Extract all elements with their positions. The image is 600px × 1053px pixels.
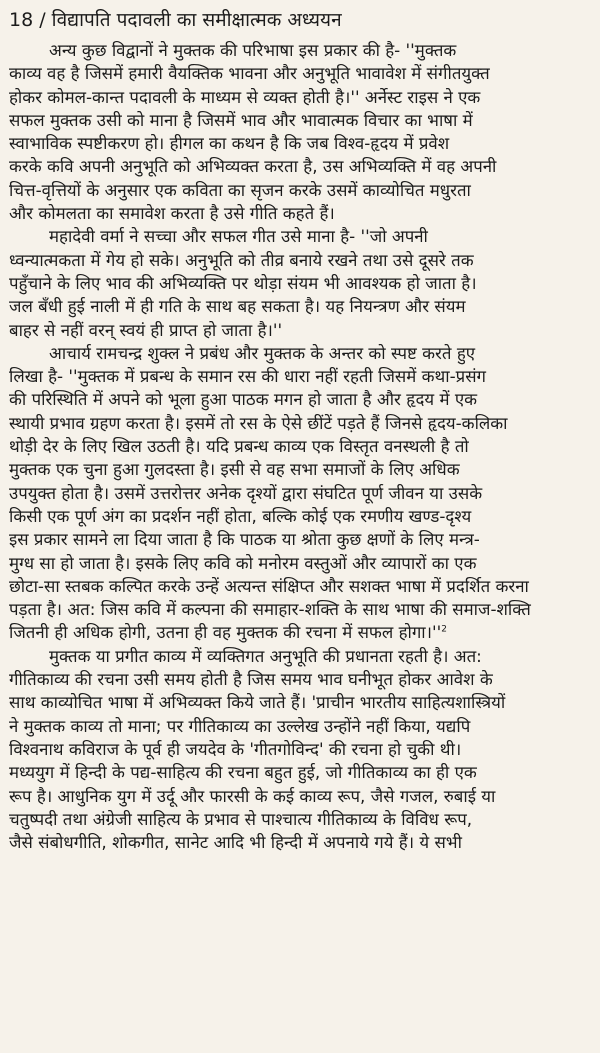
text-line — [9, 528, 588, 551]
text-line-content: गीतिकाव्य की रचना उसी समय होती है जिस समय भाव घनीभूत होकर आवेश के — [9, 669, 493, 690]
text-line — [9, 109, 588, 132]
text-line-content: साथ काव्योचित भाषा में अभिव्यक्त किये जाते हैं। 'प्राचीन भारतीय साहित्यशास्त्रियों — [9, 692, 506, 713]
text-line — [9, 249, 588, 272]
text-line — [9, 179, 588, 202]
text-line-content: मुक्तक या प्रगीत काव्य में व्यक्तिगत अनुभूति की प्रधानता रहती है। अत: — [49, 645, 482, 666]
text-line — [9, 39, 588, 62]
text-line-content: मुग्ध सा हो जाता है। इसके लिए कवि को मनोरम वस्तुओं और व्यापारों का एक — [9, 552, 477, 573]
footnote-marker: 2 — [441, 624, 447, 635]
text-line — [9, 715, 588, 738]
text-line — [9, 155, 588, 178]
text-line — [9, 691, 588, 714]
text-line-content: स्वाभाविक स्पष्टीकरण हो। हीगल का कथन है कि जब विश्व-हृदय में प्रवेश — [9, 133, 450, 154]
text-line-content: ध्वन्यात्मकता में गेय हो सके। अनुभूति को तीव्र बनाये रखने तथा उसे दूसरे तक — [9, 249, 474, 270]
text-line-content: रूप है। आधुनिक युग में उर्दू और फारसी के कई काव्य रूप, जैसे गजल, रुबाई या — [9, 785, 496, 806]
text-line — [9, 458, 588, 481]
text-line-content: स्थायी प्रभाव ग्रहण करता है। इसमें तो रस के ऐसे छींटें पड़ते हैं जिनसे हृदय-कलिका — [9, 412, 508, 433]
text-line-content: चतुष्पदी तथा अंग्रेजी साहित्य के प्रभाव से पाश्चात्य गीतिकाव्य के विविध रूप, — [9, 808, 473, 829]
text-line-content: महादेवी वर्मा ने सच्चा और सफल गीत उसे माना है- ''जो अपनी — [49, 226, 428, 247]
text-line-content: पहुँचाने के लिए भाव की अभिव्यक्ति पर थोड़ा संयम भी आवश्यक हो जाता है। — [9, 272, 477, 293]
text-line-content: चित्त-वृत्तियों के अनुसार एक कविता का सृजन करके उसमें काव्योचित मधुरता — [9, 179, 471, 200]
text-line — [9, 575, 588, 598]
text-line — [9, 482, 588, 505]
text-line-content: इस प्रकार सामने ला दिया जाता है कि पाठक या श्रोता कुछ क्षणों के लिए मन्त्र- — [9, 529, 480, 550]
text-line — [9, 668, 588, 691]
text-line-content: उपयुक्त होता है। उसमें उत्तरोत्तर अनेक दृश्यों द्वारा संघटित पूर्ण जीवन या उसके — [9, 482, 483, 503]
text-line — [9, 645, 588, 668]
text-line — [9, 808, 588, 831]
text-line-content: जल बँधी हुई नाली में ही गति के साथ बह सकता है। यह नियन्त्रण और संयम — [9, 296, 466, 317]
text-line-content: विश्वनाथ कविराज के पूर्व ही जयदेव के 'गीतगोविन्द' की रचना हो चुकी थी। — [9, 738, 462, 759]
text-line-content: बाहर से नहीं वरन् स्वयं ही प्राप्त हो जाता है।'' — [9, 319, 283, 340]
text-line — [9, 62, 588, 85]
text-line — [9, 295, 588, 318]
text-line-content: और कोमलता का समावेश करता है उसे गीति कहते हैं। — [9, 203, 335, 224]
text-line-content: अन्य कुछ विद्वानों ने मुक्तक की परिभाषा इस प्रकार की है- ''मुक्तक — [49, 40, 457, 60]
text-line — [9, 621, 588, 644]
text-line-content: सफल मुक्तक उसी को माना है जिसमें भाव और भावात्मक विचार का भाषा में — [9, 109, 473, 130]
text-line-content: पड़ता है। अत: जिस कवि में कल्पना की समाहार-शक्ति के साथ भाषा की समाज-शक्ति — [9, 599, 531, 620]
text-line-content: ने मुक्तक काव्य तो माना; पर गीतिकाव्य का उल्लेख उन्होंने नहीं किया, यद्यपि — [9, 715, 471, 736]
text-line-content: होकर कोमल-कान्त पदावली के माध्यम से व्यक्त होती है।'' अर्नेस्ट राइस ने एक — [9, 86, 481, 107]
text-line-content: जैसे संबोधगीति, शोकगीत, सानेट आदि भी हिन्दी में अपनाये गये हैं। ये सभी — [9, 832, 462, 853]
text-line — [9, 831, 588, 854]
text-line — [9, 272, 588, 295]
text-line — [9, 552, 588, 575]
text-line-content: थोड़ी देर के लिए खिल उठती है। यदि प्रबन्ध काव्य एक विस्तृत वनस्थली है तो — [9, 436, 469, 457]
text-line — [9, 388, 588, 411]
text-line — [9, 86, 588, 109]
text-line — [9, 598, 588, 621]
text-line-content: लिखा है- ''मुक्तक में प्रबन्ध के समान रस की धारा नहीं रहती जिसमें कथा-प्रसंग — [9, 366, 486, 387]
text-line — [9, 342, 588, 365]
text-line-content: छोटा-सा स्तबक कल्पित करके उन्हें अत्यन्त संक्षिप्त और सशक्त भाषा में प्रदर्शित करना — [9, 575, 529, 596]
text-line — [9, 435, 588, 458]
text-line — [9, 738, 588, 761]
text-line — [9, 761, 588, 784]
text-line-content: की परिस्थिति में अपने को भूला हुआ पाठक मगन हो जाता है और हृदय में एक — [9, 389, 477, 410]
text-line-content: जितनी ही अधिक होगी, उतना ही वह मुक्तक की रचना में सफल होगा।'' — [9, 622, 442, 643]
text-line — [9, 505, 588, 528]
text-line — [9, 132, 588, 155]
text-line-content: मध्ययुग में हिन्दी के पद्य-साहित्य की रचना बहुत हुई, जो गीतिकाव्य का ही एक — [9, 762, 477, 783]
text-line-content: करके कवि अपनी अनुभूति को अभिव्यक्त करता है, उस अभिव्यक्ति में वह अपनी — [9, 156, 497, 177]
text-line-content: मुक्तक एक चुना हुआ गुलदस्ता है। इसी से वह सभा समाजों के लिए अधिक — [9, 459, 460, 480]
page-body — [9, 39, 588, 854]
text-line-content: आचार्य रामचन्द्र शुक्ल ने प्रबंध और मुक्तक के अन्तर को स्पष्ट करते हुए — [49, 342, 476, 363]
text-line — [9, 785, 588, 808]
running-header: 18 / विद्यापति पदावली का समीक्षात्मक अध्ययन — [9, 9, 342, 31]
text-line — [9, 225, 588, 248]
text-line-content: काव्य वह है जिसमें हमारी वैयक्तिक भावना और अनुभूति भावावेश में संगीतयुक्त — [9, 63, 490, 84]
text-line — [9, 319, 588, 342]
text-line — [9, 412, 588, 435]
text-line — [9, 202, 588, 225]
text-line — [9, 365, 588, 388]
text-line-content: किसी एक पूर्ण अंग का प्रदर्शन नहीं होता, बल्कि कोई एक रमणीय खण्ड-दृश्य — [9, 505, 472, 526]
